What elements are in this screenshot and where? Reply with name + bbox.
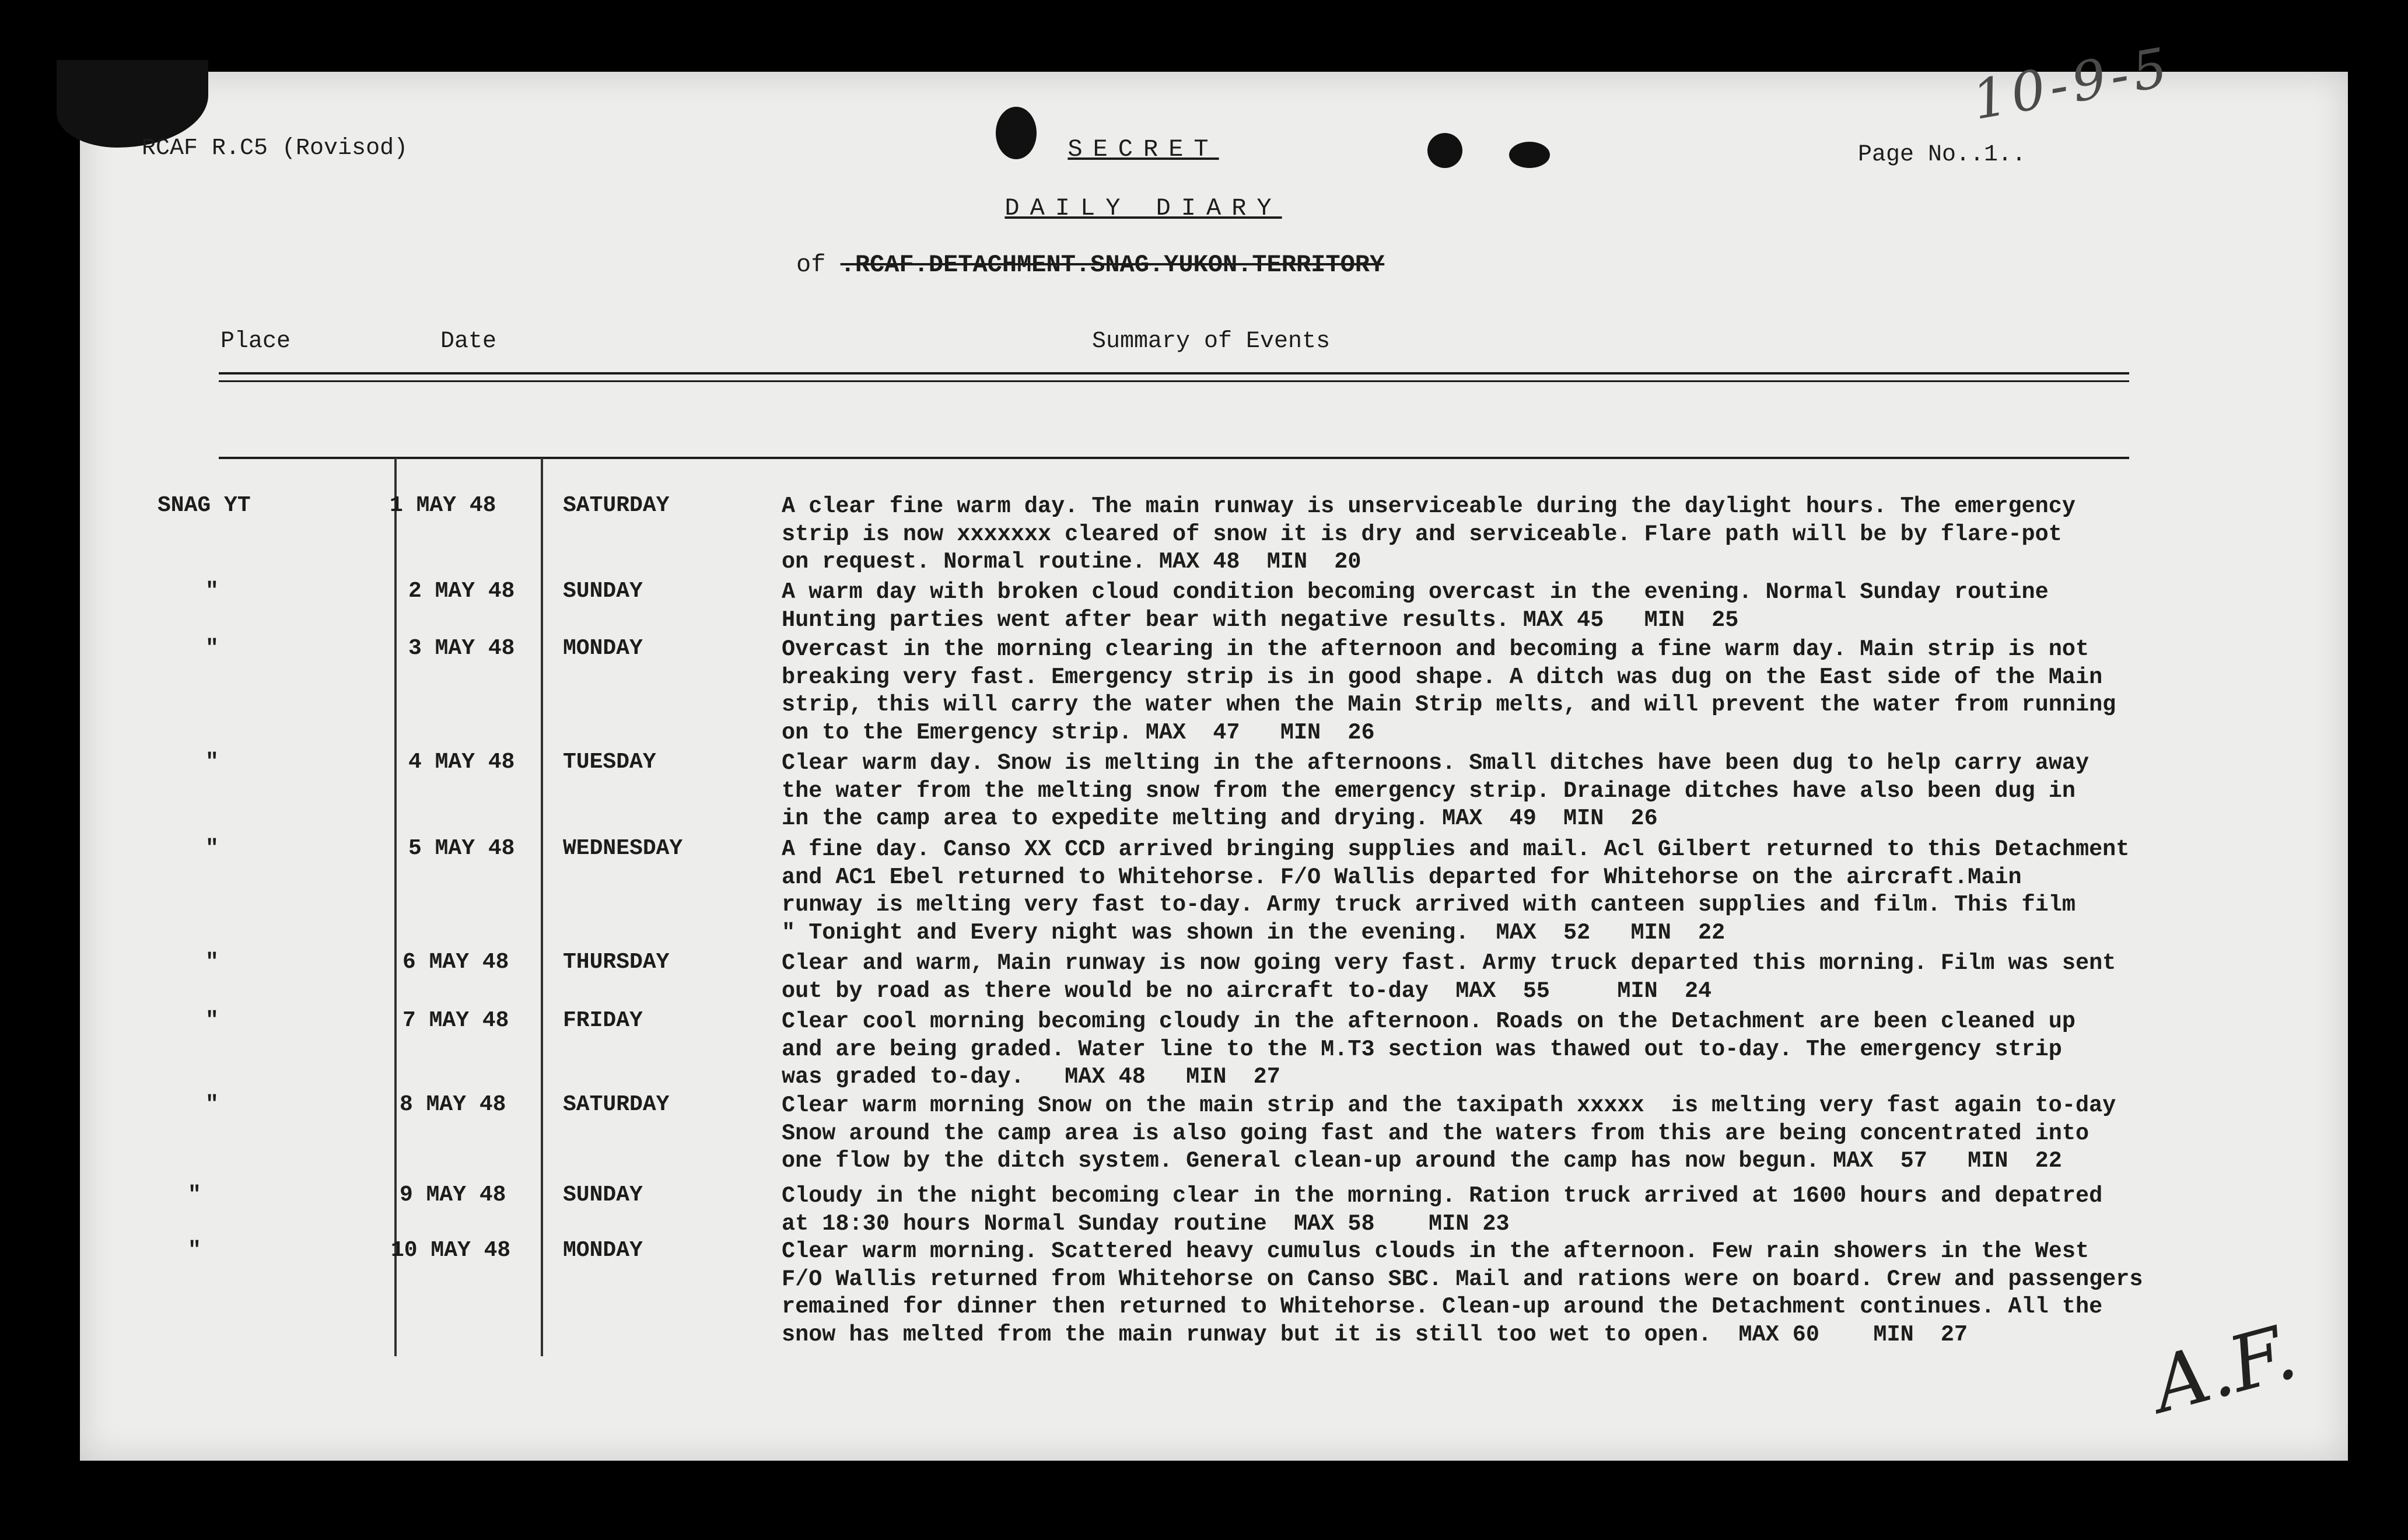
column-divider <box>541 458 543 1356</box>
entry-place: " <box>205 636 219 661</box>
entry-summary: A fine day. Canso XX CCD arrived bringing supplies and mail. Acl Gilbert returned to this Detachment and AC1 Ebel returned to Whitehorse. F/O Wallis departed for Whitehorse on the aircraft.Main runway is melting very fast to-day. Army truck arrived with canteen supplies and film. This film " Tonight and Every night was shown in the evening. MAX 52 MIN 22 <box>782 836 2130 946</box>
column-divider <box>394 458 397 1356</box>
entry-day: TUESDAY <box>563 750 656 775</box>
entry-summary: Clear warm morning Snow on the main strip and the taxipath xxxxx is melting very fast again to-day Snow around the camp area is also going fast and the waters from this are being concentrated into one flow by the ditch system. General clean-up around the camp has now begun. MAX 57 MIN 22 <box>782 1093 2116 1174</box>
entry-summary: A clear fine warm day. The main runway is unserviceable during the daylight hours. The emergency strip is now xxxxxxx cleared of snow it is dry and serviceable. Flare path will be by flare-pot on request. Normal routine. MAX 48 MIN 20 <box>782 494 2076 575</box>
entry-place: " <box>205 836 219 861</box>
entry-day: SUNDAY <box>563 1182 643 1208</box>
entry-place: " <box>205 1008 219 1033</box>
entry-day: MONDAY <box>563 636 643 661</box>
entry-place: " <box>205 950 219 975</box>
unit-name: .RCAF.DETACHMENT.SNAG.YUKON.TERRITORY <box>840 251 1385 279</box>
entry-day: FRIDAY <box>563 1008 643 1033</box>
form-id: RCAF R.C5 (Rovisod) <box>142 135 408 162</box>
entry-place: " <box>205 579 219 604</box>
entry-day: SATURDAY <box>563 493 670 518</box>
ink-blot <box>1509 142 1550 168</box>
column-header-date: Date <box>440 328 497 355</box>
column-header-place: Place <box>220 328 291 355</box>
entry-summary: Clear and warm, Main runway is now going very fast. Army truck departed this morning. Film was sent out by road as there would be no aircraft to-day MAX 55 MIN 24 <box>782 950 2116 1004</box>
unit-line <box>796 251 1384 279</box>
entry-date: 5 MAY 48 <box>408 836 515 861</box>
entry-place: SNAG YT <box>158 493 251 518</box>
entry-place: " <box>205 750 219 775</box>
entry-summary: Clear warm day. Snow is melting in the afternoons. Small ditches have been dug to help carry away the water from the melting snow from the emergency strip. Drainage ditches have also been dug in in the camp area to expedite melting and drying. MAX 49 MIN 26 <box>782 750 2090 831</box>
pencil-note: 10-9-5 <box>1968 35 2176 132</box>
ink-blot <box>1427 133 1462 168</box>
entry-place: " <box>188 1182 201 1208</box>
entry-summary: Clear warm morning. Scattered heavy cumulus clouds in the afternoon. Few rain showers in the West F/O Wallis returned from Whitehorse on Canso SBC. Mail and rations were on board. Crew and passengers remained for dinner then returned to Whitehorse. Clean-up around the Detachment continues. All the snow has melted from the main runway but it is still too wet to open. MAX 60 MIN 27 <box>782 1238 2143 1348</box>
entry-summary: Cloudy in the night becoming clear in the morning. Ration truck arrived at 1600 hours and depatred at 18:30 hours Normal Sunday routine MAX 58 MIN 23 <box>782 1183 2103 1237</box>
header-rule-bottom <box>219 457 2129 459</box>
entry-date: 9 MAY 48 <box>400 1182 506 1208</box>
entry-day: WEDNESDAY <box>563 836 683 861</box>
entry-day: SATURDAY <box>563 1092 670 1117</box>
column-header-summary: Summary of Events <box>1092 328 1331 355</box>
entry-date: 8 MAY 48 <box>400 1092 506 1117</box>
header-rule-top-2 <box>219 380 2129 382</box>
entry-day: SUNDAY <box>563 579 643 604</box>
entry-day: MONDAY <box>563 1238 643 1263</box>
classification: SECRET <box>1068 135 1219 163</box>
entry-date: 4 MAY 48 <box>408 750 515 775</box>
entry-date: 2 MAY 48 <box>408 579 515 604</box>
signature-initials: A.F. <box>2143 1307 2305 1430</box>
entry-date: 3 MAY 48 <box>408 636 515 661</box>
entry-place: " <box>188 1238 201 1263</box>
entry-summary: Clear cool morning becoming cloudy in the afternoon. Roads on the Detachment are been cleaned up and are being graded. Water line to the M.T3 section was thawed out to-day. The emergency strip was graded to-day. MAX 48 MIN 27 <box>782 1009 2076 1090</box>
unit-prefix: of <box>796 251 826 279</box>
entry-date: 10 MAY 48 <box>391 1238 511 1263</box>
entry-summary: Overcast in the morning clearing in the afternoon and becoming a fine warm day. Main strip is not breaking very fast. Emergency strip is in good shape. A ditch was dug on the East side of the Main strip, this will carry the water when the Main Strip melts, and will prevent the water from running on to the Emergency strip. MAX 47 MIN 26 <box>782 636 2116 746</box>
entry-date: 1 MAY 48 <box>390 493 496 518</box>
page-number: Page No..1.. <box>1858 142 2027 168</box>
entry-date: 7 MAY 48 <box>402 1008 509 1033</box>
entry-place: " <box>205 1092 219 1117</box>
entry-summary: A warm day with broken cloud condition becoming overcast in the evening. Normal Sunday routine Hunting parties went after bear with negative results. MAX 45 MIN 25 <box>782 579 2049 633</box>
entry-day: THURSDAY <box>563 950 670 975</box>
torn-corner <box>57 60 208 148</box>
document-title: DAILY DIARY <box>1005 194 1282 222</box>
entry-date: 6 MAY 48 <box>402 950 509 975</box>
header-rule-top <box>219 372 2129 374</box>
